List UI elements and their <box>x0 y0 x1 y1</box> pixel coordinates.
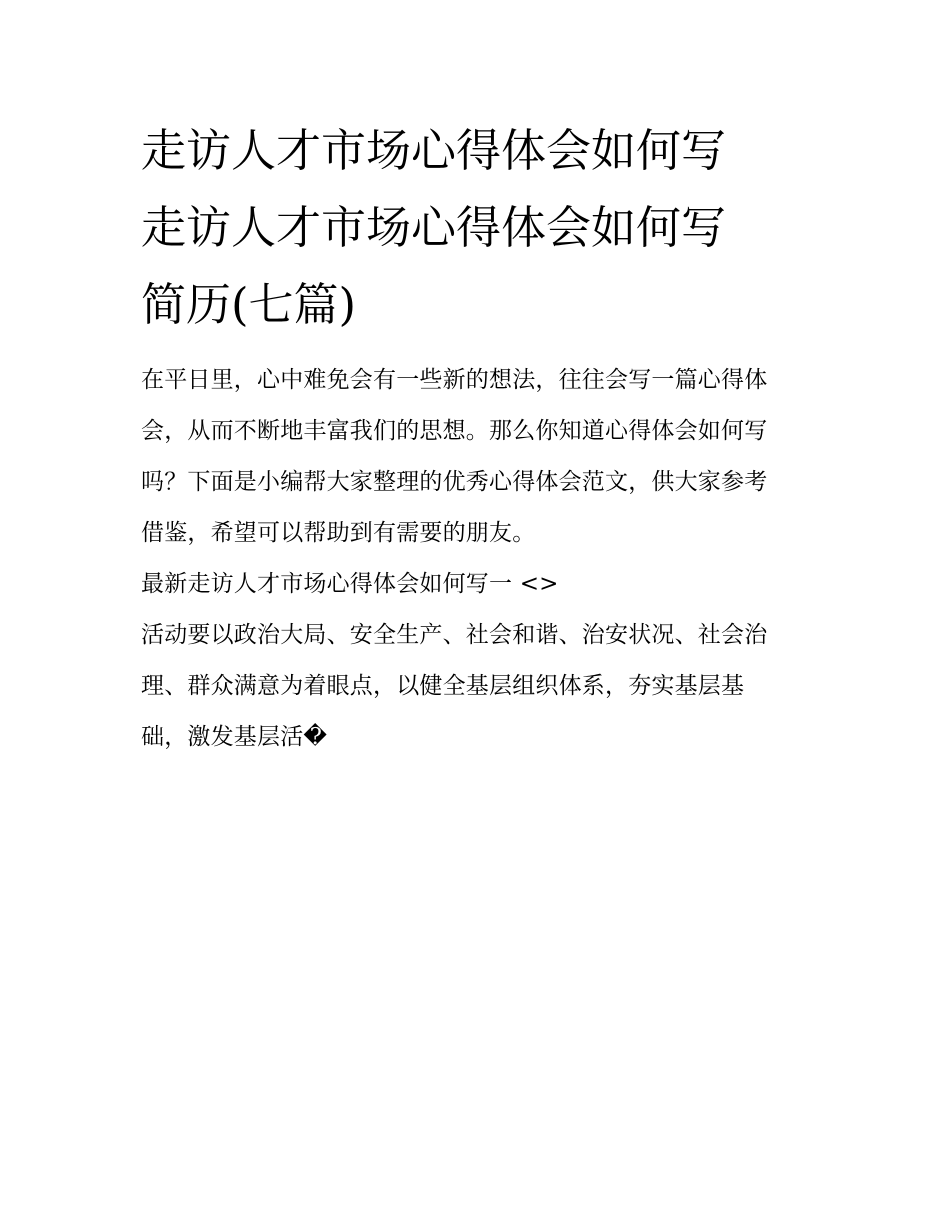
text-line: 活动要以政治大局、安全生产、社会和谐、治安状况、社会治 <box>141 622 768 648</box>
document-content <box>141 112 821 763</box>
title-line: 走访人才市场心得体会如何写 <box>141 201 727 254</box>
section-heading: 最新走访人才市场心得体会如何写一 <> <box>141 571 559 597</box>
text-line: 理、群众满意为着眼点，以健全基层组织体系，夯实基层基 <box>141 673 745 699</box>
text-line: 吗？下面是小编帮大家整理的优秀心得体会范文，供大家参考 <box>141 469 768 495</box>
body-paragraph <box>141 610 821 763</box>
title-line: 简历(七篇) <box>141 278 357 331</box>
text-line: 会，从而不断地丰富我们的思想。那么你知道心得体会如何写 <box>141 418 768 444</box>
title-line: 走访人才市场心得体会如何写 <box>141 124 727 177</box>
document-title <box>141 112 821 343</box>
text-line: 在平日里，心中难免会有一些新的想法，往往会写一篇心得体 <box>141 367 768 393</box>
text-line: 础，激发基层活� <box>141 724 328 750</box>
text-line: 借鉴，希望可以帮助到有需要的朋友。 <box>141 520 536 546</box>
intro-paragraph <box>141 355 821 559</box>
